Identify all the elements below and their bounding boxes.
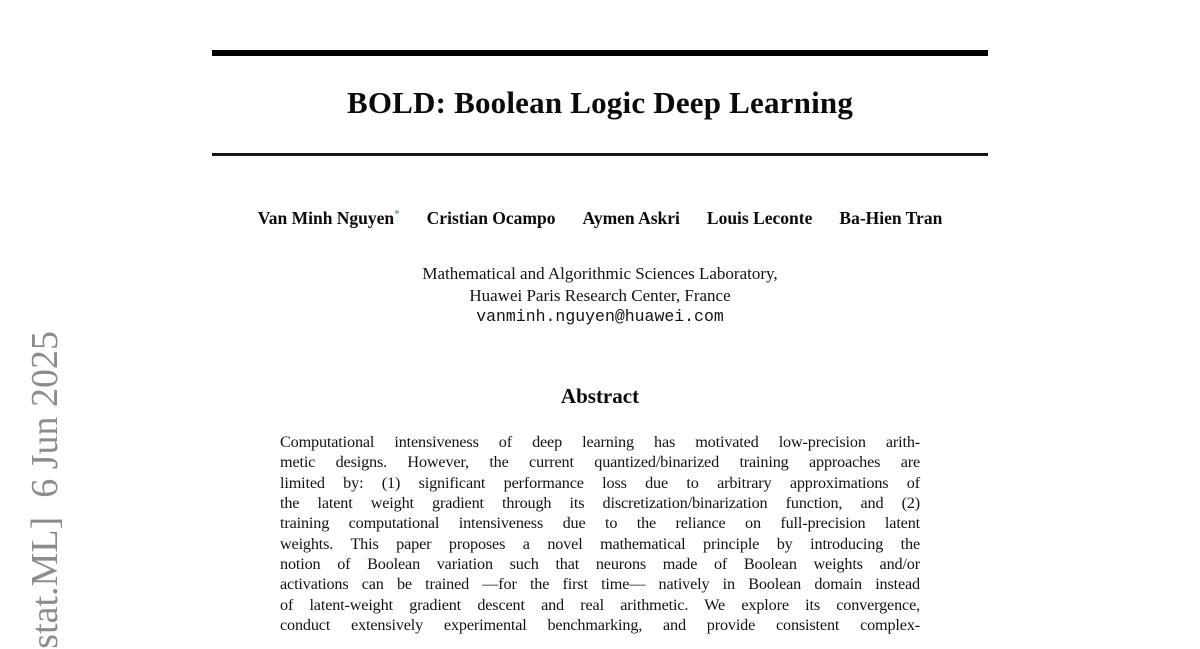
abstract-line: notion of Boolean variation such that neurons made of Boolean weights and/or: [280, 555, 920, 574]
abstract-line: Computational intensiveness of deep learning has motivated low-precision arith-: [280, 433, 920, 451]
abstract-line: training computational intensiveness due to the reliance on full-precision latent: [280, 514, 920, 533]
abstract-heading: Abstract: [560, 384, 640, 408]
author-name: Cristian Ocampo: [426, 208, 556, 228]
abstract-line: the latent weight gradient through its discretization/binarization function, and (2): [280, 494, 920, 513]
abstract-line: metic designs. However, the current quantized/binarized training approaches are: [280, 453, 920, 472]
author-name: Aymen Askri: [582, 208, 680, 228]
author-footnote-mark: *: [394, 208, 400, 221]
abstract-line: limited by: (1) significant performance loss due to arbitrary approximations of: [280, 473, 920, 492]
title-rule-bottom: [212, 153, 988, 156]
contact-email: vanminh.nguyen@huawei.com: [476, 307, 724, 326]
abstract-line: of latent-weight gradient descent and real arithmetic. We explore its convergence,: [280, 595, 920, 614]
abstract-line: conduct extensively experimental benchmarking, and provide consistent complex-: [280, 616, 920, 635]
abstract-line: weights. This paper proposes a novel mathematical principle by introducing the: [280, 534, 920, 553]
abstract-text: [280, 432, 920, 635]
author-name: [258, 208, 400, 229]
author-list: [0, 208, 1200, 229]
author-name-text: Van Minh Nguyen: [257, 208, 395, 228]
title-rule-top: [212, 50, 988, 56]
affiliation-line-1: Mathematical and Algorithmic Sciences Laboratory,: [422, 264, 778, 283]
author-name: Louis Leconte: [706, 208, 813, 228]
arxiv-stamp: stat.ML] 6 Jun 2025: [24, 331, 66, 649]
abstract-line: activations can be trained —for the first time— natively in Boolean domain instead: [280, 575, 920, 594]
affiliation-line-2: Huawei Paris Research Center, France: [469, 286, 731, 305]
author-name: Ba-Hien Tran: [839, 208, 943, 228]
paper-title: BOLD: Boolean Logic Deep Learning: [346, 85, 854, 120]
